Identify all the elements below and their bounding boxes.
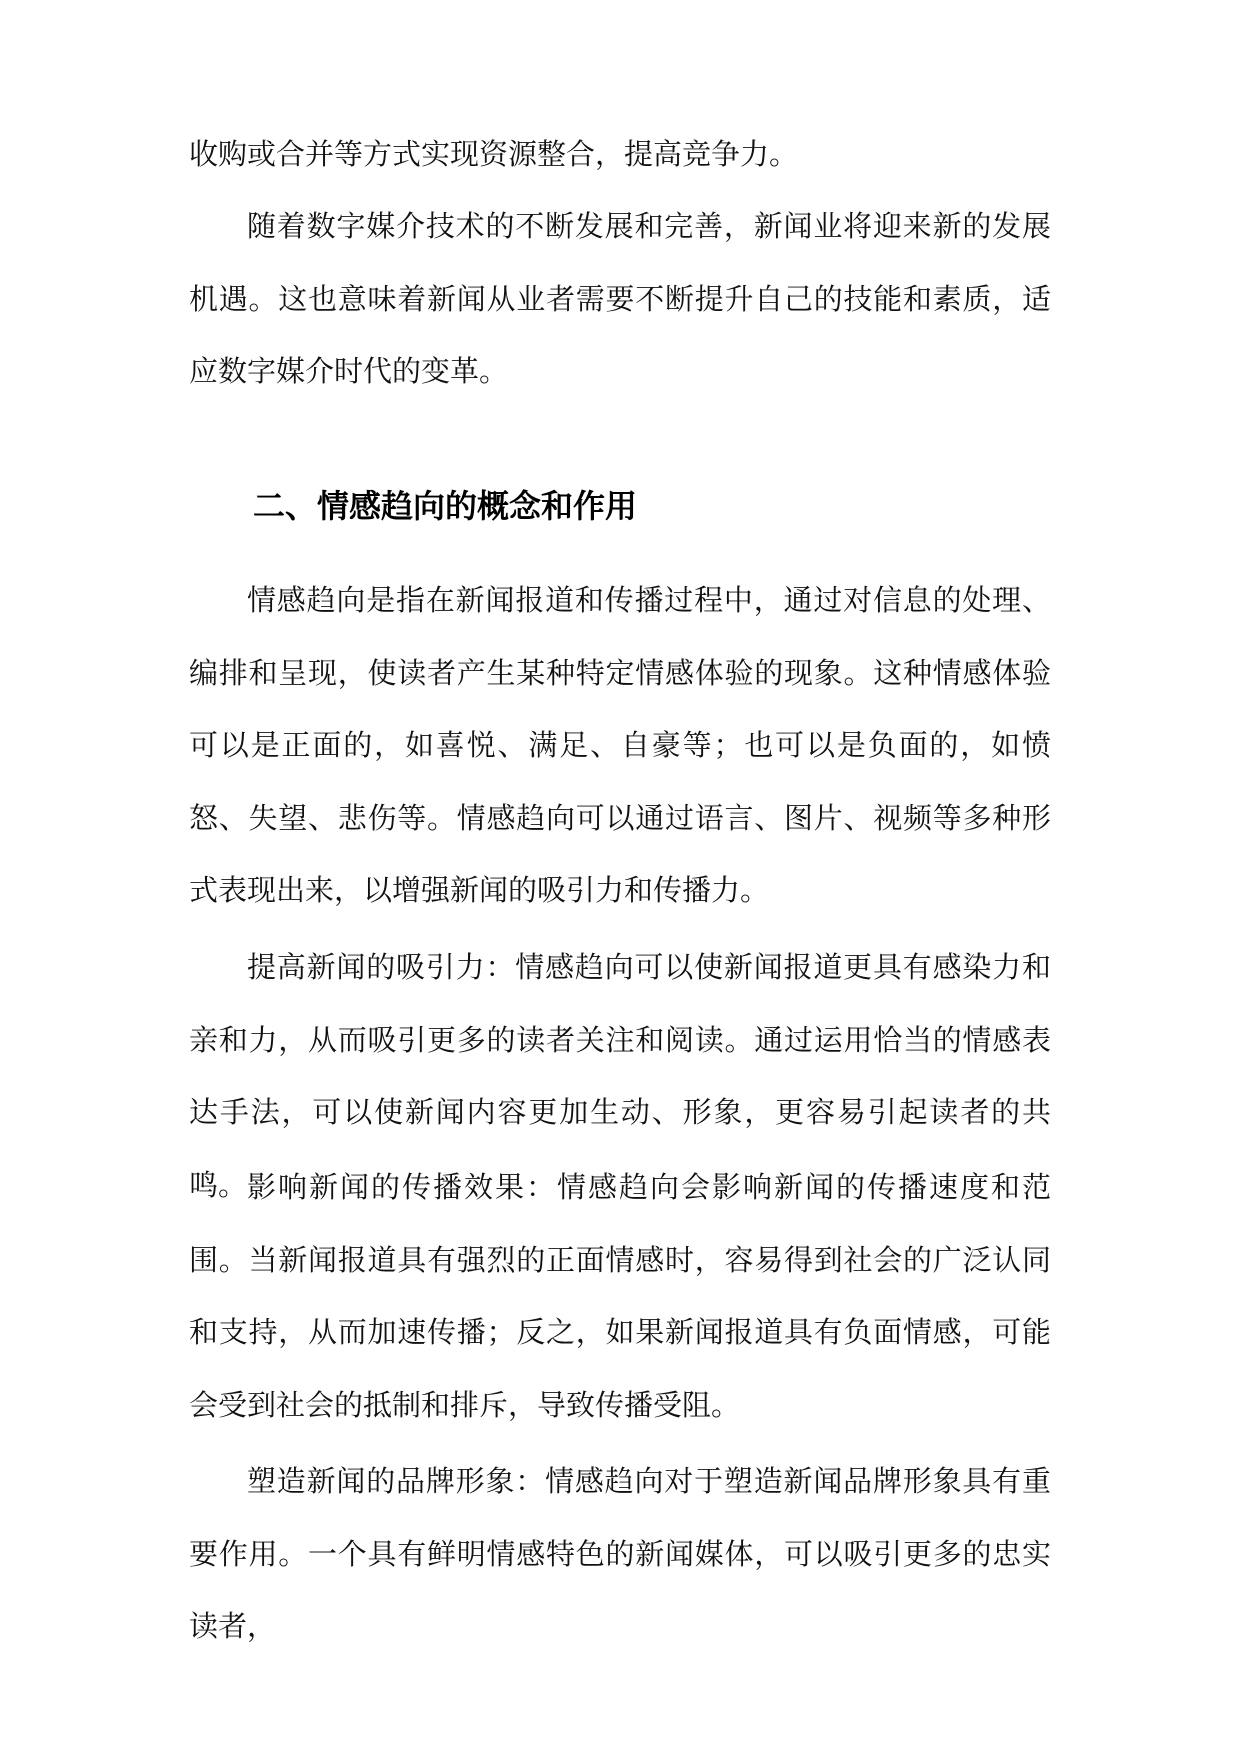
paragraph-communication-effect: 影响新闻的传播效果：情感趋向会影响新闻的传播速度和范围。当新闻报道具有强烈的正面情感时，容易得到社会的广泛认同和支持，从而加速传播；反之，如果新闻报道具有负面情感，可能会受到社会的抵制和排斥，导致传播受阻。 [189,1170,1051,1422]
paragraph-digital-media: 随着数字媒介技术的不断发展和完善，新闻业将迎来新的发展机遇。这也意味着新闻从业者需要不断提升自己的技能和素质，适应数字媒介时代的变革。 [189,209,1051,388]
paragraph-attractiveness: 提高新闻的吸引力：情感趋向可以使新闻报道更具有感染力和亲和力，从而吸引更多的读者关注和阅读。通过运用恰当的情感表达手法，可以使新闻内容更加生动、形象，更容易引起读者的共鸣。 [189,950,1051,1202]
section-heading: 二、情感趋向的概念和作用 [253,487,638,525]
paragraph-brand-image: 塑造新闻的品牌形象：情感趋向对于塑造新闻品牌形象具有重要作用。一个具有鲜明情感特色的新闻媒体，可以吸引更多的忠实读者， [189,1464,1051,1643]
paragraph-definition: 情感趋向是指在新闻报道和传播过程中，通过对信息的处理、编排和呈现，使读者产生某种特定情感体验的现象。这种情感体验可以是正面的，如喜悦、满足、自豪等；也可以是负面的，如愤怒、失望、悲伤等。情感趋向可以通过语言、图片、视频等多种形式表现出来，以增强新闻的吸引力和传播力。 [189,583,1051,907]
paragraph-continuation: 收购或合并等方式实现资源整合，提高竞争力。 [189,137,799,171]
